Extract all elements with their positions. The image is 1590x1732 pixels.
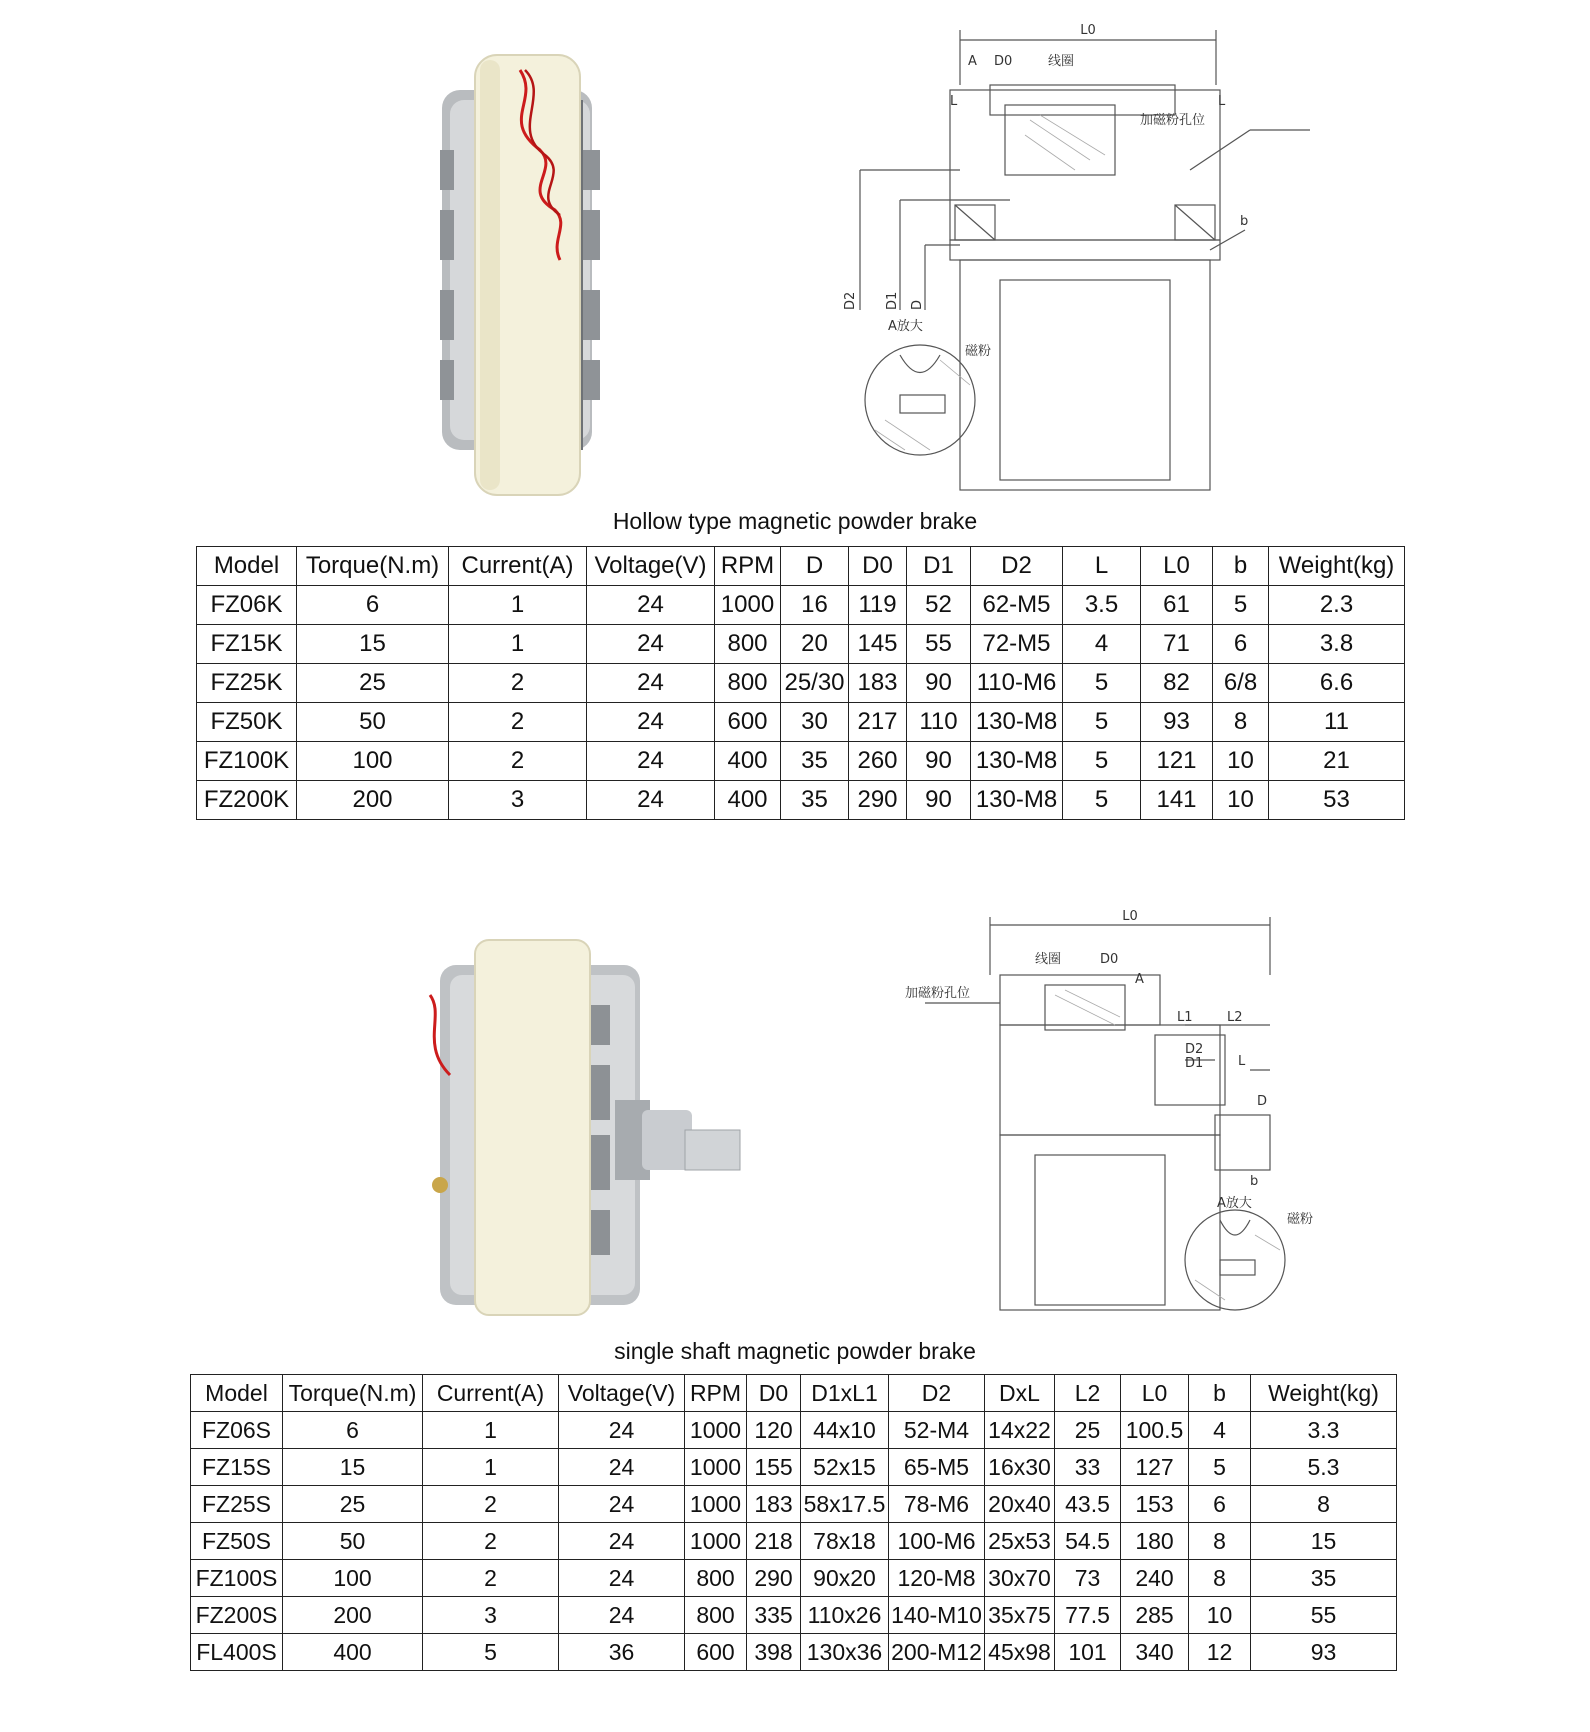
table-cell: 101 (1055, 1634, 1121, 1671)
hollow-label-a: A (968, 54, 977, 69)
table-cell: 24 (587, 625, 715, 664)
table-cell: 43.5 (1055, 1486, 1121, 1523)
column-header: D2 (971, 547, 1063, 586)
table-cell: 155 (747, 1449, 801, 1486)
column-header: Torque(N.m) (297, 547, 449, 586)
hollow-caption: Hollow type magnetic powder brake (612, 508, 978, 534)
table-cell: 290 (747, 1560, 801, 1597)
table-cell: 240 (1121, 1560, 1189, 1597)
table-cell: 24 (559, 1449, 685, 1486)
table-cell: FZ06K (197, 586, 297, 625)
table-cell: 77.5 (1055, 1597, 1121, 1634)
table-cell: 2 (423, 1523, 559, 1560)
column-header: Weight(kg) (1251, 1375, 1397, 1412)
table-cell: 1000 (685, 1486, 747, 1523)
table-header-row (197, 547, 1405, 586)
column-header: RPM (685, 1375, 747, 1412)
table-cell: 93 (1251, 1634, 1397, 1671)
column-header: L0 (1141, 547, 1213, 586)
table-cell: 55 (907, 625, 971, 664)
table-cell: 110 (907, 703, 971, 742)
table-cell: 3 (423, 1597, 559, 1634)
table-cell: 141 (1141, 781, 1213, 820)
column-header: D2 (889, 1375, 985, 1412)
single-label-l1: L1 (1177, 1010, 1193, 1025)
table-cell: 1000 (715, 586, 781, 625)
table-cell: 78-M6 (889, 1486, 985, 1523)
table-cell: 58x17.5 (801, 1486, 889, 1523)
table-cell: 127 (1121, 1449, 1189, 1486)
table-cell: 5.3 (1251, 1449, 1397, 1486)
table-cell: 20 (781, 625, 849, 664)
table-cell: 110x26 (801, 1597, 889, 1634)
column-header: Torque(N.m) (283, 1375, 423, 1412)
table-cell: 3.5 (1063, 586, 1141, 625)
table-cell: 130x36 (801, 1634, 889, 1671)
table-cell: FL400S (191, 1634, 283, 1671)
table-cell: 100 (283, 1560, 423, 1597)
table-cell: 800 (715, 625, 781, 664)
table-cell: 55 (1251, 1597, 1397, 1634)
table-cell: 1 (423, 1412, 559, 1449)
hollow-label-powder-hole: 加磁粉孔位 (1140, 113, 1206, 128)
column-header: Voltage(V) (559, 1375, 685, 1412)
table-cell: 78x18 (801, 1523, 889, 1560)
table-cell: 3.8 (1269, 625, 1405, 664)
table-cell: 73 (1055, 1560, 1121, 1597)
column-header: Current(A) (449, 547, 587, 586)
table-cell: 15 (283, 1449, 423, 1486)
table-cell: 100 (297, 742, 449, 781)
table-cell: 24 (587, 781, 715, 820)
table-cell: 10 (1213, 781, 1269, 820)
table-cell: 52 (907, 586, 971, 625)
table-cell: 30 (781, 703, 849, 742)
column-header: Current(A) (423, 1375, 559, 1412)
table-row (197, 625, 1405, 664)
table-cell: 398 (747, 1634, 801, 1671)
table-cell: 5 (1189, 1449, 1251, 1486)
table-cell: 33 (1055, 1449, 1121, 1486)
column-header: L (1063, 547, 1141, 586)
single-label-d2: D2 (1185, 1042, 1204, 1057)
hollow-label-b: b (1240, 214, 1249, 229)
table-cell: 52x15 (801, 1449, 889, 1486)
hollow-label-d2: D2 (843, 291, 858, 310)
table-cell: 90 (907, 742, 971, 781)
table-cell: 140-M10 (889, 1597, 985, 1634)
table-row (191, 1449, 1397, 1486)
table-cell: 6 (1213, 625, 1269, 664)
table-cell: 119 (849, 586, 907, 625)
table-cell: 600 (715, 703, 781, 742)
table-cell: 120 (747, 1412, 801, 1449)
table-cell: 24 (559, 1597, 685, 1634)
table-cell: 24 (559, 1412, 685, 1449)
single-shaft-brake-drawing (905, 905, 1325, 1315)
table-cell: 50 (283, 1523, 423, 1560)
table-cell: 5 (1063, 781, 1141, 820)
single-label-powder: 磁粉 (1287, 1212, 1314, 1227)
table-cell: 24 (587, 703, 715, 742)
table-row (197, 664, 1405, 703)
table-cell: 6 (283, 1412, 423, 1449)
table-cell: 5 (1213, 586, 1269, 625)
table-cell: FZ15K (197, 625, 297, 664)
table-cell: 25 (283, 1486, 423, 1523)
table-cell: 11 (1269, 703, 1405, 742)
single-shaft-brake-photo (420, 935, 790, 1325)
table-cell: 800 (715, 664, 781, 703)
single-label-b: b (1250, 1174, 1259, 1189)
hollow-brake-photo (430, 40, 630, 490)
table-cell: 21 (1269, 742, 1405, 781)
table-cell: 24 (559, 1486, 685, 1523)
table-cell: 6/8 (1213, 664, 1269, 703)
single-label-d0: D0 (1100, 952, 1119, 967)
hollow-label-d0: D0 (994, 54, 1013, 69)
table-cell: 50 (297, 703, 449, 742)
table-cell: 183 (747, 1486, 801, 1523)
table-row (191, 1486, 1397, 1523)
table-cell: 2 (423, 1486, 559, 1523)
table-cell: 20x40 (985, 1486, 1055, 1523)
hollow-label-powder: 磁粉 (965, 344, 992, 359)
table-cell: 290 (849, 781, 907, 820)
table-cell: 5 (423, 1634, 559, 1671)
table-cell: 52-M4 (889, 1412, 985, 1449)
table-cell: 15 (297, 625, 449, 664)
table-row (191, 1597, 1397, 1634)
table-cell: 25 (297, 664, 449, 703)
table-cell: 100-M6 (889, 1523, 985, 1560)
column-header: RPM (715, 547, 781, 586)
table-cell: 16 (781, 586, 849, 625)
table-cell: 35 (781, 781, 849, 820)
hollow-label-d1: D1 (885, 291, 900, 310)
table-cell: 2 (449, 703, 587, 742)
table-cell: 2 (423, 1560, 559, 1597)
single-label-d1: D1 (1185, 1056, 1204, 1071)
column-header: b (1189, 1375, 1251, 1412)
table-cell: FZ15S (191, 1449, 283, 1486)
hollow-label-l-right: L (1218, 94, 1226, 109)
table-cell: FZ06S (191, 1412, 283, 1449)
table-cell: 130-M8 (971, 742, 1063, 781)
table-row (191, 1634, 1397, 1671)
table-cell: 200 (297, 781, 449, 820)
table-cell: 130-M8 (971, 781, 1063, 820)
column-header: D1xL1 (801, 1375, 889, 1412)
table-cell: 25x53 (985, 1523, 1055, 1560)
table-cell: 61 (1141, 586, 1213, 625)
table-cell: 35 (1251, 1560, 1397, 1597)
table-cell: 5 (1063, 742, 1141, 781)
table-cell: 8 (1189, 1523, 1251, 1560)
table-cell: 54.5 (1055, 1523, 1121, 1560)
table-cell: 400 (283, 1634, 423, 1671)
column-header: b (1213, 547, 1269, 586)
single-label-coil: 线圈 (1035, 952, 1062, 967)
table-cell: 3.3 (1251, 1412, 1397, 1449)
table-cell: 30x70 (985, 1560, 1055, 1597)
table-row (197, 703, 1405, 742)
table-cell: FZ25K (197, 664, 297, 703)
table-cell: 65-M5 (889, 1449, 985, 1486)
table-cell: 6 (1189, 1486, 1251, 1523)
table-cell: 5 (1063, 703, 1141, 742)
table-cell: 600 (685, 1634, 747, 1671)
table-cell: 45x98 (985, 1634, 1055, 1671)
single-label-l2: L2 (1227, 1010, 1243, 1025)
single-label-detail-a: A放大 (1217, 1196, 1252, 1211)
table-cell: 6 (297, 586, 449, 625)
hollow-label-d: D (910, 299, 925, 310)
table-cell: 82 (1141, 664, 1213, 703)
table-row (191, 1412, 1397, 1449)
table-cell: 62-M5 (971, 586, 1063, 625)
table-cell: 24 (587, 742, 715, 781)
table-cell: 4 (1063, 625, 1141, 664)
table-cell: FZ200K (197, 781, 297, 820)
single-label-d: D (1257, 1094, 1268, 1109)
table-cell: 5 (1063, 664, 1141, 703)
column-header: Weight(kg) (1269, 547, 1405, 586)
table-cell: 10 (1189, 1597, 1251, 1634)
table-cell: FZ25S (191, 1486, 283, 1523)
table-cell: 217 (849, 703, 907, 742)
table-cell: 90 (907, 664, 971, 703)
table-cell: 1000 (685, 1412, 747, 1449)
table-cell: 183 (849, 664, 907, 703)
table-cell: 44x10 (801, 1412, 889, 1449)
table-cell: 71 (1141, 625, 1213, 664)
table-cell: 1 (423, 1449, 559, 1486)
table-cell: 153 (1121, 1486, 1189, 1523)
table-cell: 400 (715, 781, 781, 820)
table-cell: 3 (449, 781, 587, 820)
table-cell: 24 (559, 1560, 685, 1597)
table-cell: 1000 (685, 1523, 747, 1560)
table-cell: 200-M12 (889, 1634, 985, 1671)
table-header-row (191, 1375, 1397, 1412)
table-cell: 400 (715, 742, 781, 781)
table-cell: 1000 (685, 1449, 747, 1486)
table-cell: 24 (559, 1523, 685, 1560)
table-cell: 121 (1141, 742, 1213, 781)
table-cell: 120-M8 (889, 1560, 985, 1597)
table-cell: 1 (449, 625, 587, 664)
table-cell: 53 (1269, 781, 1405, 820)
column-header: Voltage(V) (587, 547, 715, 586)
table-cell: 8 (1213, 703, 1269, 742)
table-cell: 25 (1055, 1412, 1121, 1449)
table-cell: 100.5 (1121, 1412, 1189, 1449)
table-cell: FZ100S (191, 1560, 283, 1597)
column-header: Model (191, 1375, 283, 1412)
table-cell: FZ50K (197, 703, 297, 742)
table-cell: 36 (559, 1634, 685, 1671)
table-cell: 200 (283, 1597, 423, 1634)
column-header: D1 (907, 547, 971, 586)
hollow-spec-table (196, 546, 1405, 820)
table-cell: 800 (685, 1560, 747, 1597)
table-cell: 180 (1121, 1523, 1189, 1560)
table-cell: FZ50S (191, 1523, 283, 1560)
table-cell: 24 (587, 664, 715, 703)
table-cell: 2.3 (1269, 586, 1405, 625)
table-cell: 24 (587, 586, 715, 625)
column-header: L0 (1121, 1375, 1189, 1412)
column-header: D0 (747, 1375, 801, 1412)
table-cell: 2 (449, 742, 587, 781)
table-cell: FZ100K (197, 742, 297, 781)
hollow-label-l-left: L (950, 94, 958, 109)
table-cell: 8 (1189, 1560, 1251, 1597)
table-cell: 340 (1121, 1634, 1189, 1671)
table-cell: 4 (1189, 1412, 1251, 1449)
table-cell: 90x20 (801, 1560, 889, 1597)
hollow-label-detail-a: A放大 (888, 319, 923, 334)
table-cell: 10 (1213, 742, 1269, 781)
table-row (191, 1523, 1397, 1560)
column-header: D (781, 547, 849, 586)
column-header: L2 (1055, 1375, 1121, 1412)
column-header: DxL (985, 1375, 1055, 1412)
table-cell: 130-M8 (971, 703, 1063, 742)
table-row (197, 742, 1405, 781)
table-cell: 1 (449, 586, 587, 625)
table-row (191, 1560, 1397, 1597)
table-row (197, 781, 1405, 820)
hollow-label-l0: L0 (1080, 23, 1096, 38)
table-cell: 16x30 (985, 1449, 1055, 1486)
table-cell: 35x75 (985, 1597, 1055, 1634)
table-cell: 2 (449, 664, 587, 703)
table-cell: 110-M6 (971, 664, 1063, 703)
single-label-a: A (1135, 972, 1144, 987)
table-cell: 72-M5 (971, 625, 1063, 664)
single-label-l: L (1238, 1054, 1246, 1069)
table-cell: 90 (907, 781, 971, 820)
table-cell: 25/30 (781, 664, 849, 703)
single-label-l0: L0 (1122, 909, 1138, 924)
table-cell: 15 (1251, 1523, 1397, 1560)
table-cell: 800 (685, 1597, 747, 1634)
hollow-label-coil: 线圈 (1048, 54, 1075, 69)
table-cell: 260 (849, 742, 907, 781)
table-cell: 14x22 (985, 1412, 1055, 1449)
table-cell: 93 (1141, 703, 1213, 742)
table-cell: 8 (1251, 1486, 1397, 1523)
table-cell: 145 (849, 625, 907, 664)
table-cell: 12 (1189, 1634, 1251, 1671)
table-cell: FZ200S (191, 1597, 283, 1634)
single-caption: single shaft magnetic powder brake (614, 1338, 976, 1364)
column-header: Model (197, 547, 297, 586)
table-cell: 335 (747, 1597, 801, 1634)
table-cell: 218 (747, 1523, 801, 1560)
hollow-brake-drawing (843, 10, 1330, 500)
table-cell: 6.6 (1269, 664, 1405, 703)
table-cell: 35 (781, 742, 849, 781)
single-spec-table (190, 1374, 1397, 1671)
table-cell: 285 (1121, 1597, 1189, 1634)
column-header: D0 (849, 547, 907, 586)
table-row (197, 586, 1405, 625)
single-label-powder-hole: 加磁粉孔位 (905, 986, 971, 1001)
